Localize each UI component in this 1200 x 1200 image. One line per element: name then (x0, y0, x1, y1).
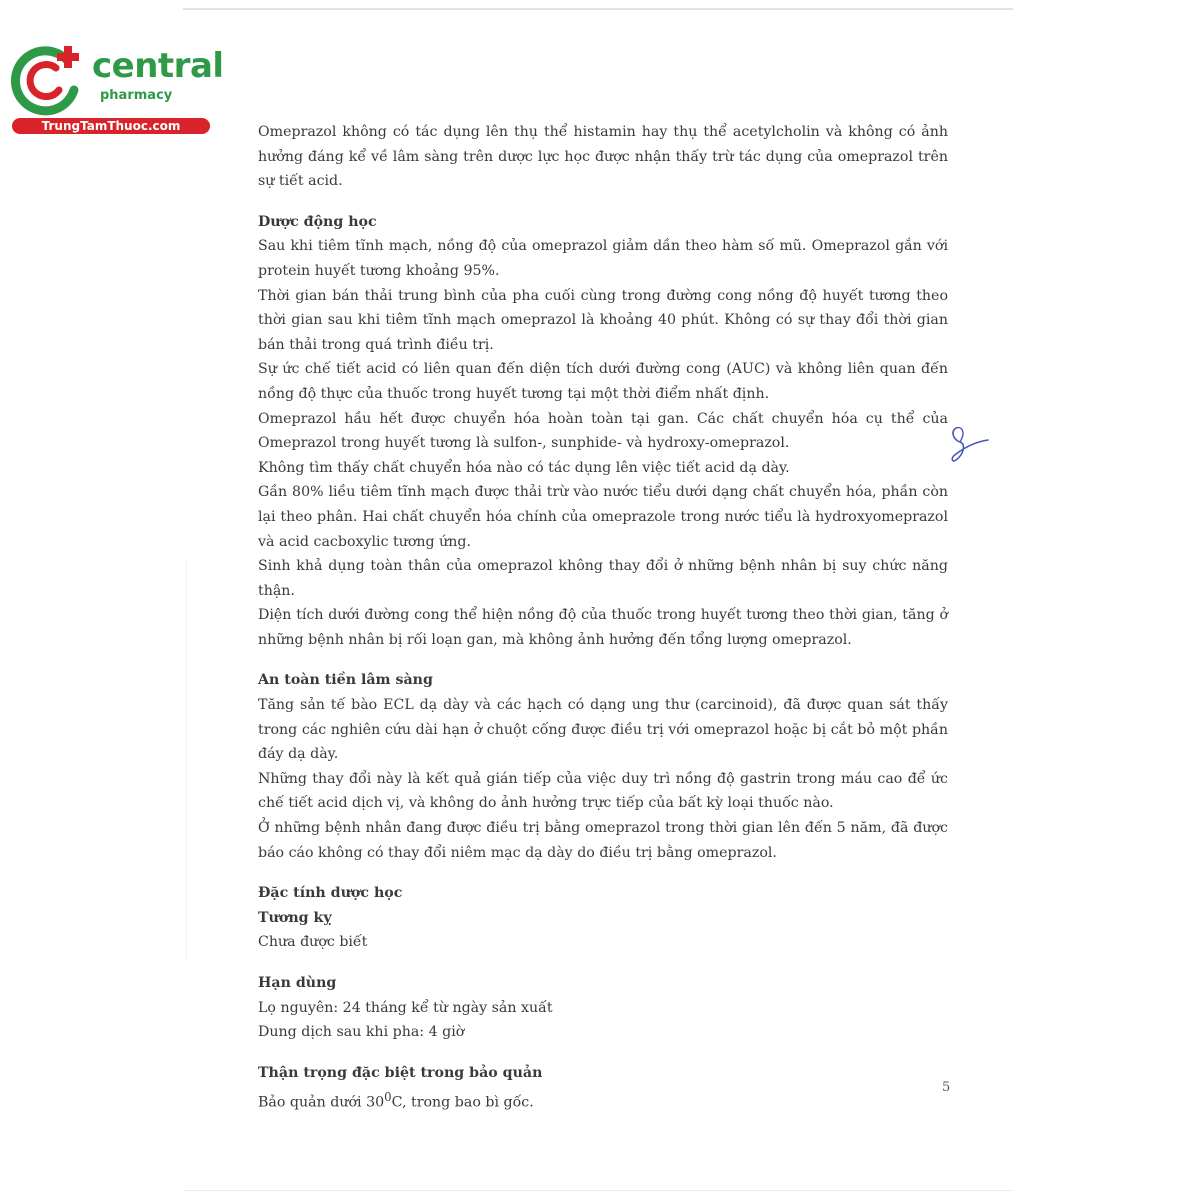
central-pharmacy-logo[interactable] (10, 38, 224, 138)
pharmaceutical-heading: Đặc tính dược học (258, 885, 403, 902)
pk-paragraph: Omeprazol hầu hết được chuyển hóa hoàn toàn tại gan. Các chất chuyển hóa cụ thể của Omeprazol trong huyết tương là sulfon-, sunphide- và hydroxy-omeprazol. (258, 410, 948, 452)
pk-paragraph: Sau khi tiêm tĩnh mạch, nồng độ của omeprazol giảm dần theo hàm số mũ. Omeprazol gắn với protein huyết tương khoảng 95%. (258, 238, 948, 279)
top-page-edge (183, 8, 1013, 10)
logo-website-badge[interactable]: TrungTamThuoc.com (12, 118, 210, 134)
handwritten-initial-mark (944, 424, 994, 468)
incompatibility-text: Chưa được biết (258, 934, 368, 951)
preclinical-paragraph: Ở những bệnh nhân đang được điều trị bằng omeprazol trong thời gian lên đến 5 năm, đã được báo cáo không có thay đổi niêm mạc dạ dày do điều trị bằng omeprazol. (258, 820, 948, 861)
intro-paragraph: Omeprazol không có tác dụng lên thụ thể histamin hay thụ thể acetylcholin và không có ảnh hưởng đáng kể về lâm sàng trên dược lực học được nhận thấy trừ tác dụng của omeprazol trên sự tiết acid. (258, 124, 948, 190)
document-body (258, 120, 951, 1116)
shelf-life-heading: Hạn dùng (258, 975, 337, 991)
pk-paragraph: Sinh khả dụng toàn thân của omeprazol không thay đổi ở những bệnh nhân bị suy chức năng thận. (258, 558, 948, 599)
pk-paragraph: Gần 80% liều tiêm tĩnh mạch được thải trừ vào nước tiểu dưới dạng chất chuyển hóa, phần còn lại theo phân. Hai chất chuyển hóa chính của omeprazole trong nước tiểu là hydroxyomeprazol và acid cacboxylic tương ứng. (258, 484, 948, 550)
preclinical-heading: An toàn tiền lâm sàng (258, 672, 433, 689)
incompatibility-heading: Tương kỵ (258, 909, 332, 926)
storage-text (258, 1085, 948, 1115)
page-number: 5 (942, 1080, 951, 1095)
storage-text-start: Bảo quản dưới 30 (258, 1095, 385, 1112)
logo-brand-name: central (92, 46, 224, 86)
storage-degree-superscript: 0 (384, 1090, 392, 1105)
pharmacokinetics-heading: Dược động học (258, 213, 377, 230)
logo-tagline: pharmacy (100, 88, 173, 103)
pk-paragraph: Sự ức chế tiết acid có liên quan đến diện tích dưới đường cong (AUC) và không liên quan đến nồng độ thực của thuốc trong huyết tương tại một thời điểm nhất định. (258, 361, 948, 402)
bottom-page-edge (183, 1190, 1013, 1191)
pk-paragraph: Diện tích dưới đường cong thể hiện nồng độ của thuốc trong huyết tương theo thời gian, tăng ở những bệnh nhân bị rối loạn gan, mà không ảnh hưởng đến tổng lượng omeprazol. (258, 607, 948, 648)
shelf-life-line: Lọ nguyên: 24 tháng kể từ ngày sản xuất (258, 999, 553, 1016)
preclinical-paragraph: Những thay đổi này là kết quả gián tiếp của việc duy trì nồng độ gastrin trong máu cao để ức chế tiết acid dịch vị, và không do ảnh hưởng trực tiếp của bất kỳ loại thuốc nào. (258, 770, 948, 812)
pharmacy-logo-icon (10, 38, 90, 118)
pk-paragraph: Thời gian bán thải trung bình của pha cuối cùng trong đường cong nồng độ huyết tương theo thời gian sau khi tiêm tĩnh mạch omeprazol là khoảng 40 phút. Không có sự thay đổi thời gian bán thải trong quá trình điều trị. (258, 287, 948, 353)
pk-paragraph: Không tìm thấy chất chuyển hóa nào có tác dụng lên việc tiết acid dạ dày. (258, 459, 790, 476)
left-page-edge (186, 560, 187, 960)
preclinical-paragraph: Tăng sản tế bào ECL dạ dày và các hạch có dạng ung thư (carcinoid), đã được quan sát thấy trong các nghiên cứu dài hạn ở chuột cống được điều trị với omeprazol hoặc bị cắt bỏ một phần đáy dạ dày. (258, 697, 948, 763)
storage-text-end: C, trong bao bì gốc. (391, 1095, 534, 1112)
shelf-life-line: Dung dịch sau khi pha: 4 giờ (258, 1024, 465, 1041)
storage-heading: Thận trọng đặc biệt trong bảo quản (258, 1064, 543, 1081)
